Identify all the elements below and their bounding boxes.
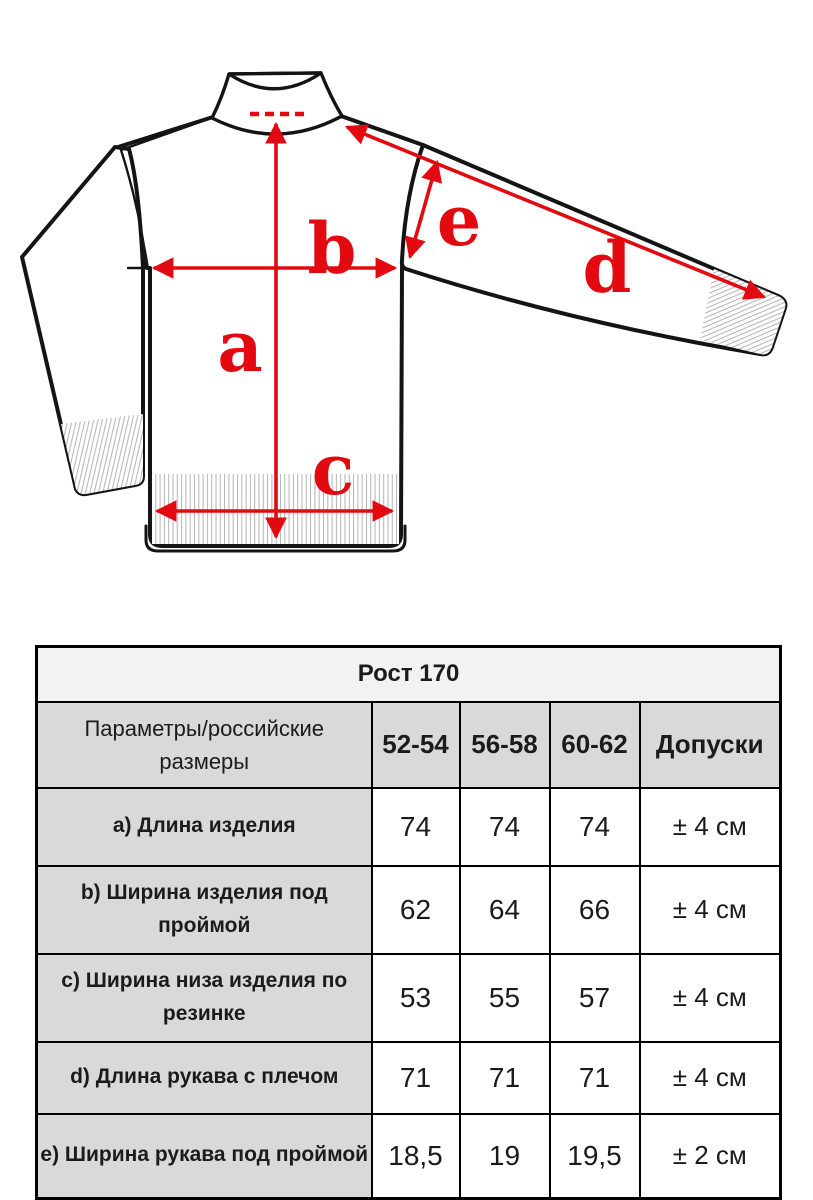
cell-value: 19,5 (550, 1114, 640, 1199)
row-label: c) Ширина низа изделия по резинке (37, 954, 372, 1042)
param-header (37, 702, 372, 788)
cell-value: 71 (550, 1042, 640, 1114)
cell-value: 62 (372, 866, 460, 954)
cell-value: 18,5 (372, 1114, 460, 1199)
measure-label-e: e (436, 179, 482, 262)
table-row-2 (37, 954, 781, 1042)
cell-value: 74 (372, 788, 460, 866)
measure-label-c: c (311, 428, 355, 511)
row-label: e) Ширина рукава под проймой (37, 1114, 372, 1199)
cell-tolerance: ± 2 см (640, 1114, 781, 1199)
cell-value: 57 (550, 954, 640, 1042)
cell-value: 55 (460, 954, 550, 1042)
measure-label-a: a (217, 305, 263, 388)
table-title: Рост 170 (37, 647, 781, 702)
table-row-4 (37, 1114, 781, 1199)
right-cuff-ribbing (700, 269, 785, 354)
cell-value: 66 (550, 866, 640, 954)
tolerance-header: Допуски (640, 702, 781, 788)
cell-value: 71 (460, 1042, 550, 1114)
table-row-1 (37, 866, 781, 954)
cell-value: 64 (460, 866, 550, 954)
row-label: a) Длина изделия (37, 788, 372, 866)
cell-tolerance: ± 4 см (640, 954, 781, 1042)
cell-value: 74 (460, 788, 550, 866)
cell-value: 71 (372, 1042, 460, 1114)
row-label: d) Длина рукава с плечом (37, 1042, 372, 1114)
cell-tolerance: ± 4 см (640, 866, 781, 954)
table-row-0 (37, 788, 781, 866)
measure-label-d: d (582, 226, 632, 309)
row-label: b) Ширина изделия под проймой (37, 866, 372, 954)
param-header-text: Параметры/российские размеры (84, 715, 325, 774)
cell-value: 74 (550, 788, 640, 866)
size-header-0: 52-54 (372, 702, 460, 788)
size-table (35, 645, 782, 1200)
table-row-3 (37, 1042, 781, 1114)
size-header-1: 56-58 (460, 702, 550, 788)
measure-label-b: b (307, 207, 357, 290)
cell-value: 19 (460, 1114, 550, 1199)
size-header-2: 60-62 (550, 702, 640, 788)
cell-tolerance: ± 4 см (640, 788, 781, 866)
cell-value: 53 (372, 954, 460, 1042)
cell-tolerance: ± 4 см (640, 1042, 781, 1114)
